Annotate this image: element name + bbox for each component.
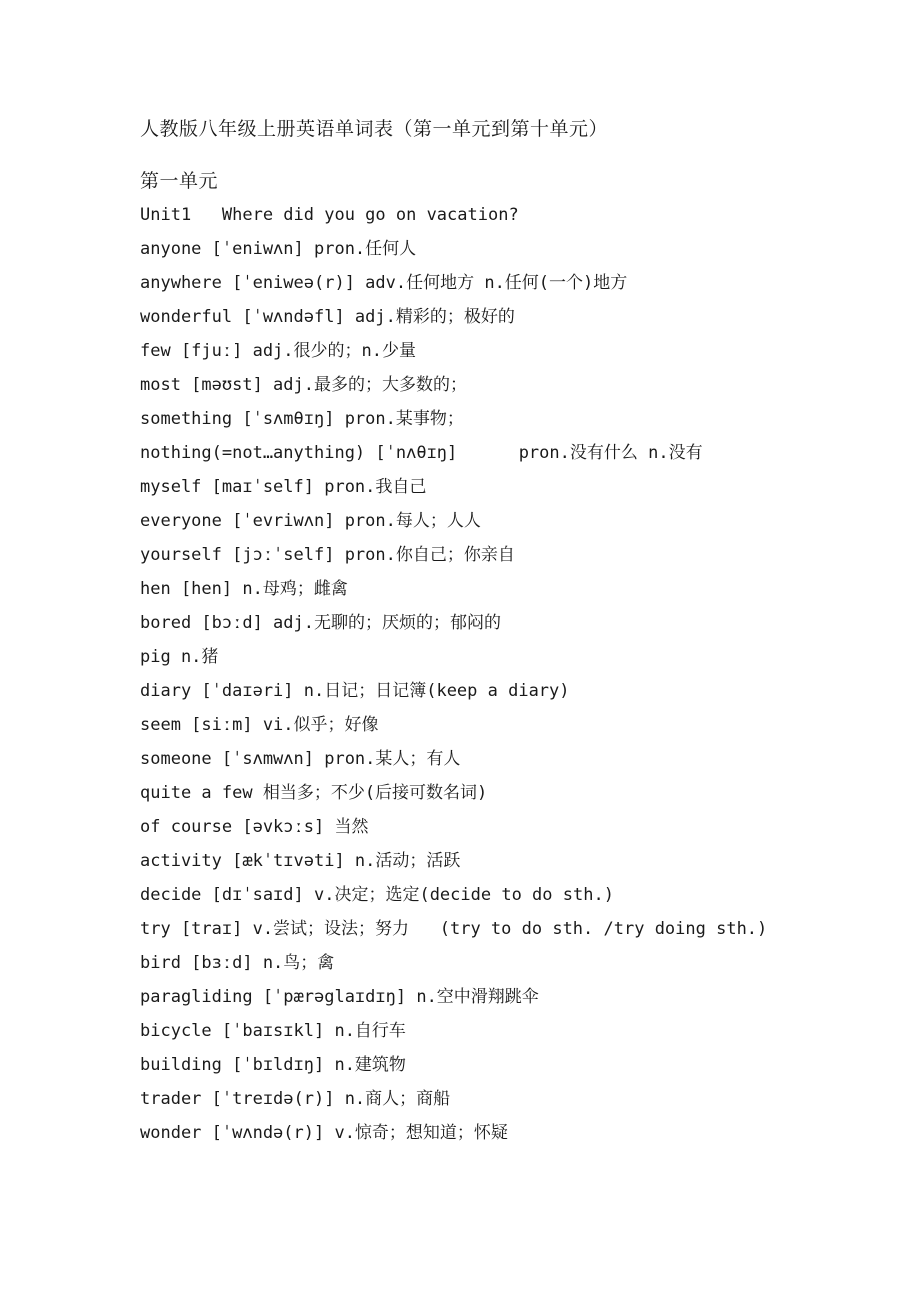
vocab-entry: seem [siːm] vi.似乎；好像 — [140, 715, 379, 735]
vocabulary-list — [140, 232, 780, 1150]
vocab-entry: someone [ˈsʌmwʌn] pron.某人；有人 — [140, 749, 461, 769]
vocab-entry: quite a few 相当多；不少(后接可数名词) — [140, 783, 488, 803]
vocab-entry: paragliding [ˈpærəglaɪdɪŋ] n.空中滑翔跳伞 — [140, 987, 539, 1007]
vocab-entry: diary [ˈdaɪəri] n.日记；日记簿(keep a diary) — [140, 681, 570, 701]
vocab-entry: pig n.猪 — [140, 647, 219, 667]
vocab-entry: anywhere [ˈeniweə(r)] adv.任何地方 n.任何(一个)地方 — [140, 273, 628, 293]
vocab-entry: something [ˈsʌmθɪŋ] pron.某事物； — [140, 409, 464, 429]
document-title: 人教版八年级上册英语单词表（第一单元到第十单元） — [140, 118, 609, 140]
vocab-entry: bicycle [ˈbaɪsɪkl] n.自行车 — [140, 1021, 406, 1041]
vocab-entry: of course [əvkɔːs] 当然 — [140, 817, 369, 837]
vocab-entry: try [traɪ] v.尝试；设法；努力 (try to do sth. /try doing sth.) — [140, 919, 768, 939]
unit-title: Unit1 Where did you go on vacation? — [140, 205, 519, 225]
section-heading: 第一单元 — [140, 170, 219, 192]
vocab-entry: wonderful [ˈwʌndəfl] adj.精彩的；极好的 — [140, 307, 515, 327]
vocab-entry: activity [ækˈtɪvəti] n.活动；活跃 — [140, 851, 461, 871]
vocab-entry: trader [ˈtreɪdə(r)] n.商人；商船 — [140, 1089, 451, 1109]
vocab-entry: nothing(=not…anything) [ˈnʌθɪŋ] pron.没有什么 n.没有 — [140, 443, 703, 463]
vocab-entry: most [məʊst] adj.最多的；大多数的； — [140, 375, 467, 395]
vocab-entry: building [ˈbɪldɪŋ] n.建筑物 — [140, 1055, 406, 1075]
vocab-entry: decide [dɪˈsaɪd] v.决定；选定(decide to do sth.) — [140, 885, 614, 905]
vocab-entry: bird [bɜːd] n.鸟；禽 — [140, 953, 335, 973]
vocab-entry: myself [maɪˈself] pron.我自己 — [140, 477, 427, 497]
vocab-entry: few [fjuː] adj.很少的；n.少量 — [140, 341, 416, 361]
document-page — [140, 112, 780, 1150]
vocab-entry: wonder [ˈwʌndə(r)] v.惊奇；想知道；怀疑 — [140, 1123, 508, 1143]
vocab-entry: hen [hen] n.母鸡；雌禽 — [140, 579, 348, 599]
vocab-entry: bored [bɔːd] adj.无聊的；厌烦的；郁闷的 — [140, 613, 501, 633]
vocab-entry: yourself [jɔːˈself] pron.你自己；你亲自 — [140, 545, 515, 565]
vocab-entry: anyone [ˈeniwʌn] pron.任何人 — [140, 239, 417, 259]
vocab-entry: everyone [ˈevriwʌn] pron.每人；人人 — [140, 511, 481, 531]
